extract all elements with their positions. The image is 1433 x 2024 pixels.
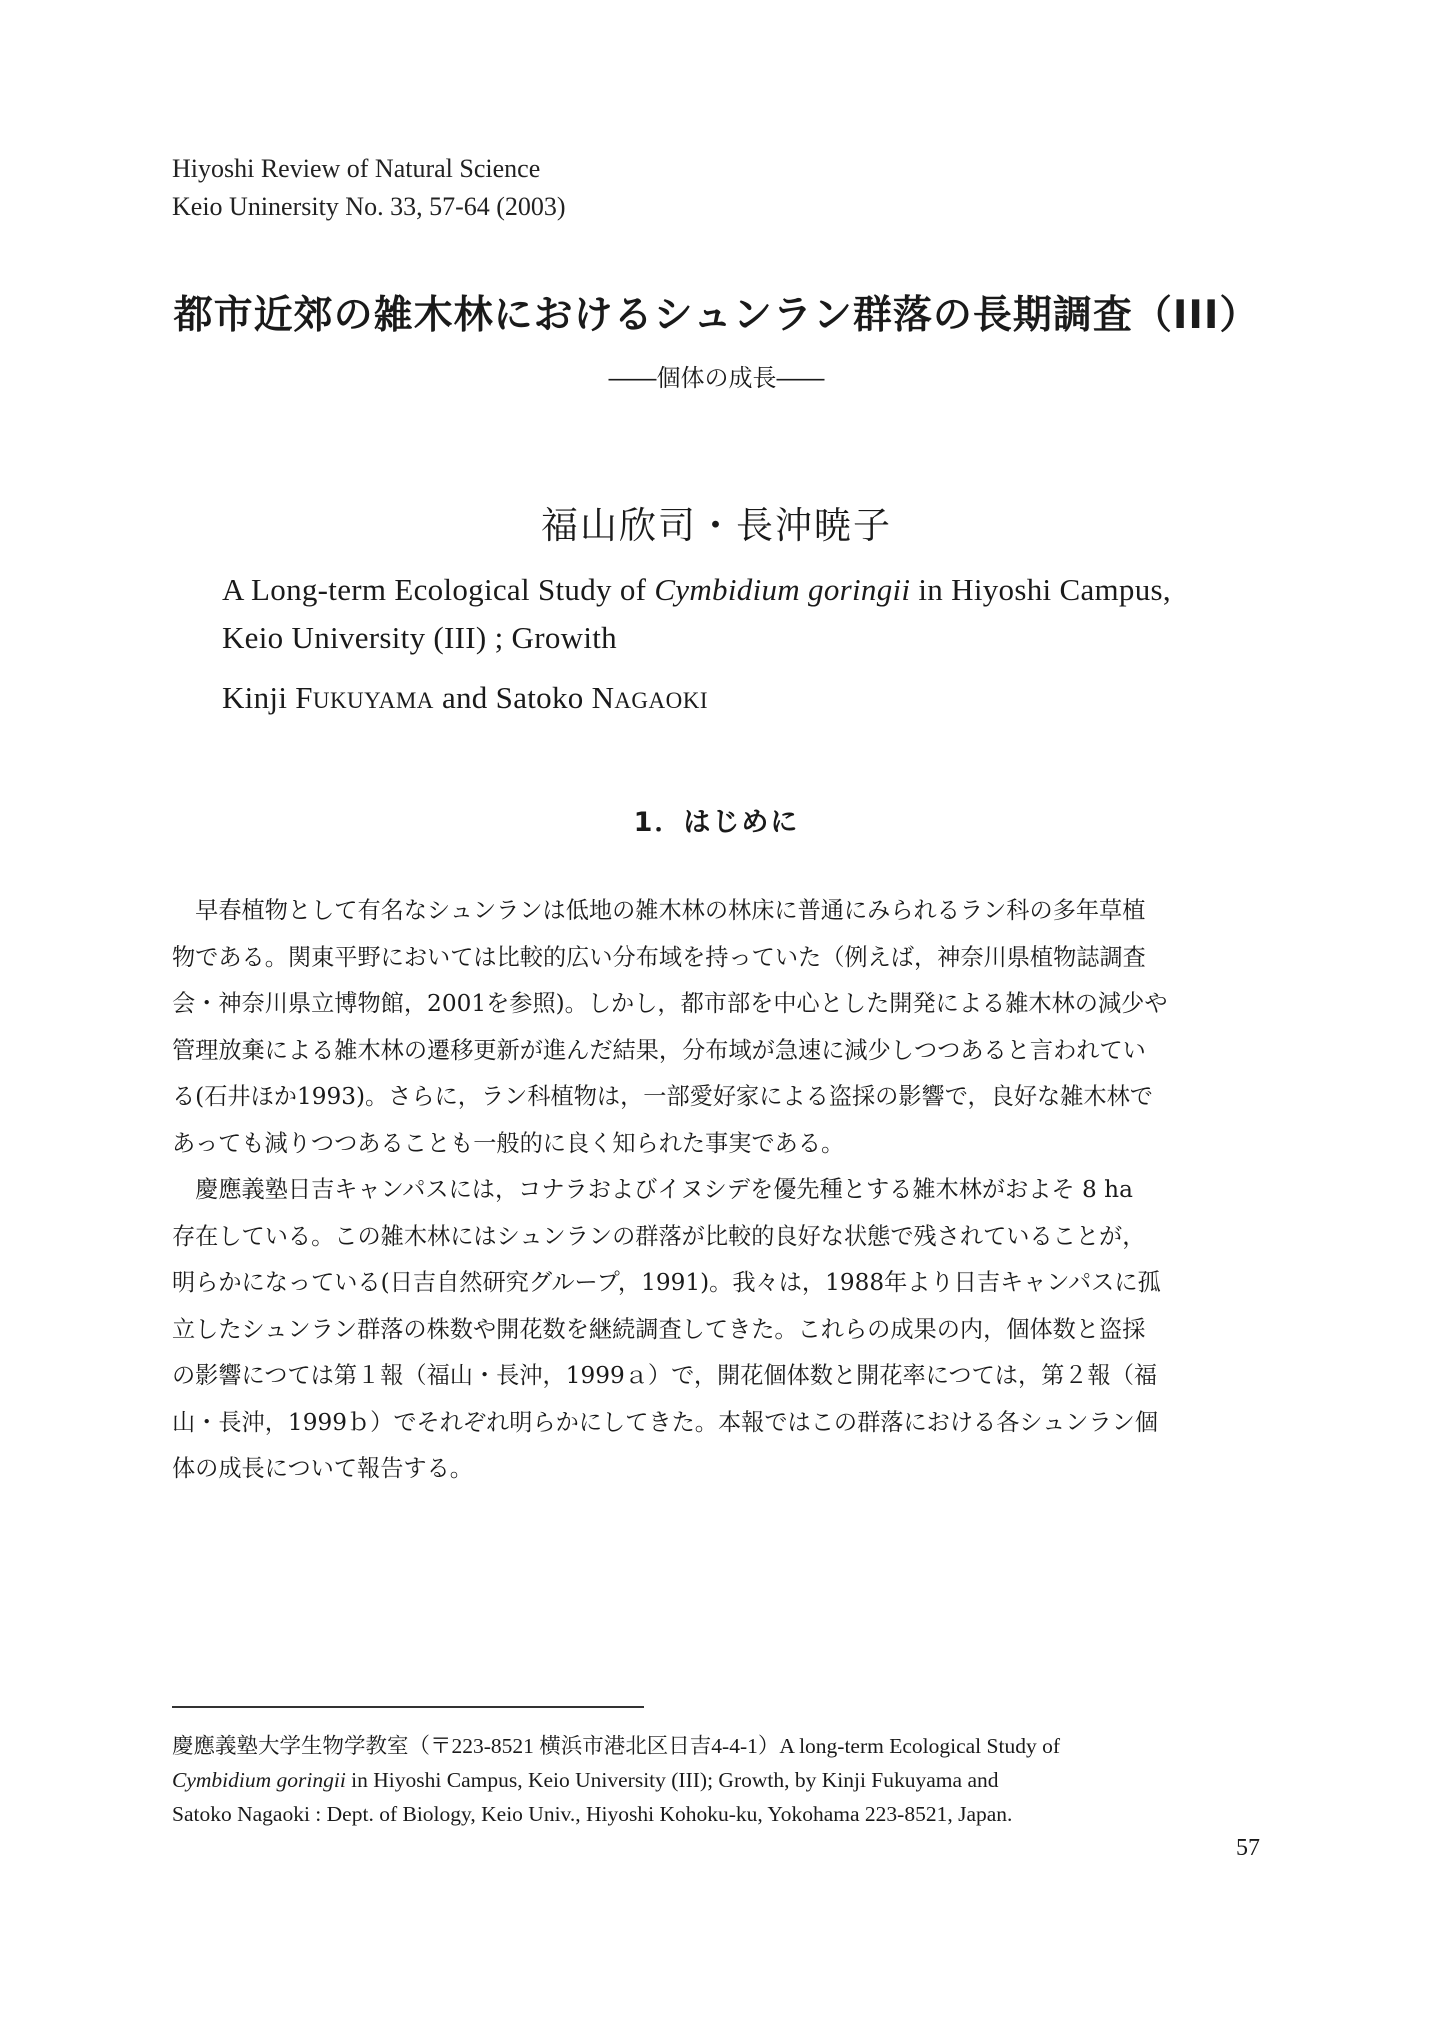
- journal-name: Hiyoshi Review of Natural Science: [172, 154, 541, 183]
- author-2-family-initial: N: [591, 680, 615, 715]
- author-1-family-rest: UKUYAMA: [312, 688, 434, 713]
- japanese-authors: 福山欣司・長沖暁子: [541, 504, 892, 547]
- body-line: 会・神奈川県立博物館，2001を参照)。しかし，都市部を中心とした開発による雑木林の減少や: [172, 990, 1168, 1017]
- body-line: 山・長沖，1999ｂ）でそれぞれ明らかにしてきた。本報ではこの群落における各シュンラン個: [172, 1408, 1159, 1436]
- body-line: 慶應義塾日吉キャンパスには，コナラおよびイヌシデを優先種とする雑木林がおよそ 8 ha: [172, 1176, 1133, 1203]
- author-1-family-initial: F: [295, 680, 313, 715]
- page-number: 57: [1236, 1835, 1260, 1861]
- footnote-line-3: Satoko Nagaoki : Dept. of Biology, Keio Univ., Hiyoshi Kohoku-ku, Yokohama 223-8521, Japan.: [172, 1802, 1013, 1826]
- footnote-species-name: Cymbidium goringii: [172, 1768, 346, 1792]
- footnote-divider: [172, 1706, 644, 1708]
- body-line: 明らかになっている(日吉自然研究グループ，1991)。我々は，1988年より日吉キャンパスに孤: [172, 1269, 1161, 1296]
- body-line: あっても減りつつあることも一般的に良く知られた事実である。: [172, 1129, 845, 1157]
- body-line: る(石井ほか1993)。さらに，ラン科植物は，一部愛好家による盗採の影響で，良好な雑木林で: [172, 1083, 1153, 1110]
- english-authors: [222, 680, 708, 716]
- body-line: 体の成長について報告する。: [172, 1455, 473, 1482]
- footnote-line-1: 慶應義塾大学生物学教室（〒223-8521 横浜市港北区日吉4-4-1）A long-term Ecological Study of: [172, 1734, 1061, 1758]
- body-line: 管理放棄による雑木林の遷移更新が進んだ結果，分布域が急速に減少しつつあると言われてい: [172, 1036, 1146, 1064]
- footnote: [172, 1729, 1262, 1831]
- english-title-prefix: A Long-term Ecological Study of: [222, 572, 655, 607]
- footnote-line-2: [172, 1763, 1262, 1797]
- english-title-suffix: in Hiyoshi Campus,: [910, 572, 1171, 607]
- body-text: [172, 888, 1257, 1493]
- english-title-line-2: Keio University (III) ; Growith: [222, 620, 617, 655]
- author-1-given-name: Kinji: [222, 680, 296, 715]
- author-2-family-rest: AGAOKI: [614, 688, 709, 713]
- footnote-line-2-rest: in Hiyoshi Campus, Keio University (III); Growth, by Kinji Fukuyama and: [345, 1768, 999, 1792]
- english-title-line-1: [222, 566, 1222, 614]
- section-heading: 1．はじめに: [633, 807, 800, 838]
- english-title: [222, 566, 1222, 662]
- body-line: 立したシュンラン群落の株数や開花数を継続調査してきた。これらの成果の内，個体数と盗採: [172, 1315, 1146, 1343]
- body-line: 存在している。この雑木林にはシュンランの群落が比較的良好な状態で残されていることが，: [172, 1222, 1146, 1250]
- author-connector: and Satoko: [433, 680, 592, 715]
- species-name: Cymbidium goringii: [654, 572, 911, 607]
- journal-header: [172, 150, 566, 226]
- body-line: 早春植物として有名なシュンランは低地の雑木林の林床に普通にみられるラン科の多年草植: [172, 897, 1146, 924]
- japanese-title: 都市近郊の雑木林におけるシュンラン群落の長期調査（III）: [173, 293, 1260, 338]
- japanese-subtitle: ――個体の成長――: [608, 364, 825, 392]
- body-line: の影響につては第１報（福山・長沖，1999ａ）で，開花個体数と開花率につては，第２報（福: [172, 1362, 1158, 1389]
- journal-issue: Keio Uninersity No. 33, 57-64 (2003): [172, 192, 566, 221]
- body-line: 物である。関東平野においては比較的広い分布域を持っていた（例えば，神奈川県植物誌調査: [172, 943, 1146, 971]
